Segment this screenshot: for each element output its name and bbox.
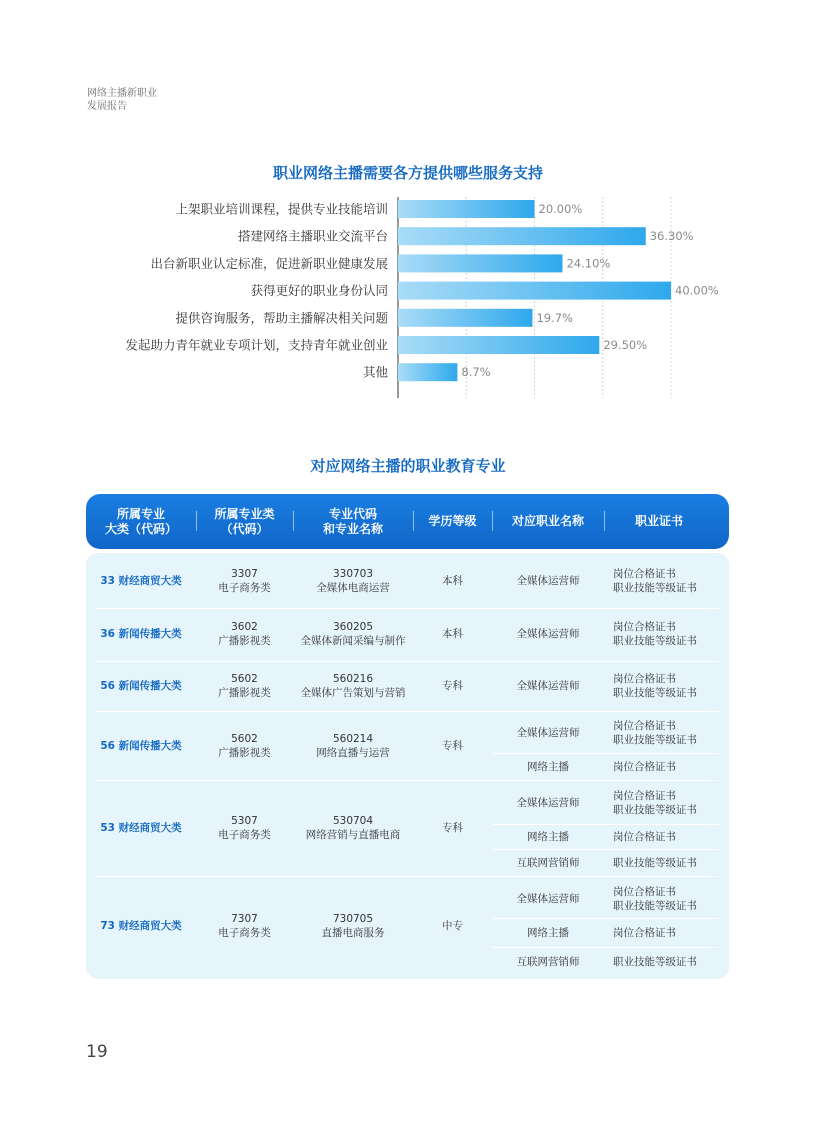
cert-cell: 岗位合格证书 职业技能等级证书	[613, 886, 697, 912]
category-label: 其他	[362, 364, 388, 380]
level-cell: 本科	[442, 628, 463, 640]
bar	[398, 254, 562, 272]
table-header	[86, 494, 729, 549]
header-level: 学历等级	[428, 514, 477, 528]
job-cell: 网络主播	[527, 831, 569, 843]
bar	[398, 363, 457, 381]
cert-cell: 岗位合格证书 职业技能等级证书	[613, 621, 697, 647]
bar	[398, 282, 671, 300]
job-cell: 网络主播	[527, 761, 569, 773]
cert-cell: 职业技能等级证书	[613, 856, 697, 869]
job-cell: 全媒体运营师	[516, 893, 580, 905]
page-number: 19	[86, 1042, 108, 1062]
class-cell: 5602 广播影视类	[218, 673, 271, 699]
cert-cell: 岗位合格证书 职业技能等级证书	[613, 790, 697, 816]
cert-cell: 岗位合格证书	[613, 761, 676, 773]
level-cell: 专科	[442, 740, 463, 752]
category-label: 上架职业培训课程，提供专业技能培训	[175, 201, 388, 217]
table-body	[86, 553, 729, 979]
major-cell: 330703 全媒体电商运营	[316, 568, 390, 594]
level-cell: 专科	[442, 822, 463, 834]
class-cell: 7307 电子商务类	[218, 913, 271, 939]
category-cell: 73 财经商贸大类	[100, 920, 182, 932]
class-cell: 5602 广播影视类	[218, 733, 271, 759]
value-label: 36.30%	[649, 229, 694, 244]
job-cell: 全媒体运营师	[516, 628, 580, 640]
cert-cell: 岗位合格证书 职业技能等级证书	[613, 568, 697, 594]
table-title: 对应网络主播的职业教育专业	[310, 457, 506, 475]
job-cell: 全媒体运营师	[516, 727, 580, 739]
header-job: 对应职业名称	[511, 514, 584, 528]
value-label: 29.50%	[603, 338, 648, 352]
header-cert: 职业证书	[634, 514, 683, 528]
bar	[398, 309, 532, 327]
major-cell: 360205 全媒体新闻采编与制作	[300, 621, 406, 647]
major-cell: 530704 网络营销与直播电商	[305, 815, 401, 841]
major-cell: 560214 网络直播与运营	[316, 733, 390, 759]
job-cell: 互联网营销师	[516, 956, 580, 968]
job-cell: 全媒体运营师	[516, 575, 580, 587]
job-cell: 互联网营销师	[516, 856, 580, 869]
level-cell: 专科	[442, 680, 463, 692]
category-cell: 36 新闻传播大类	[100, 628, 182, 640]
level-cell: 本科	[442, 575, 463, 587]
level-cell: 中专	[442, 920, 463, 932]
category-label: 提供咨询服务，帮助主播解决相关问题	[175, 310, 388, 326]
category-label: 搭建网络主播职业交流平台	[237, 228, 388, 244]
cert-cell: 岗位合格证书 职业技能等级证书	[613, 720, 697, 746]
major-cell: 730705 直播电商服务	[321, 913, 385, 939]
job-cell: 网络主播	[527, 927, 569, 939]
header-title-line1: 网络主播新职业	[87, 88, 157, 99]
cert-cell: 岗位合格证书 职业技能等级证书	[613, 673, 697, 699]
bar-chart	[0, 0, 816, 420]
category-cell: 53 财经商贸大类	[100, 822, 182, 834]
value-label: 8.7%	[461, 365, 491, 380]
header-category: 所属专业 大类（代码）	[104, 506, 177, 536]
category-cell: 56 新闻传播大类	[100, 680, 182, 692]
cert-cell: 岗位合格证书	[613, 927, 676, 939]
class-cell: 3602 广播影视类	[218, 621, 271, 647]
header-title-line2: 发展报告	[87, 101, 127, 112]
major-cell: 560216 全媒体广告策划与营销	[300, 673, 406, 699]
bar	[398, 227, 646, 245]
cert-cell: 岗位合格证书	[613, 831, 676, 843]
value-label: 24.10%	[566, 256, 611, 271]
value-label: 20.00%	[538, 202, 583, 216]
bar	[398, 336, 599, 354]
bar	[398, 200, 535, 218]
cert-cell: 职业技能等级证书	[613, 956, 697, 968]
class-cell: 5307 电子商务类	[218, 815, 271, 841]
value-label: 40.00%	[675, 283, 719, 298]
category-cell: 56 新闻传播大类	[100, 740, 182, 752]
job-cell: 全媒体运营师	[516, 680, 580, 692]
job-cell: 全媒体运营师	[516, 797, 580, 809]
category-label: 出台新职业认定标准，促进新职业健康发展	[150, 255, 388, 271]
category-cell: 33 财经商贸大类	[100, 575, 182, 587]
chart-title: 职业网络主播需要各方提供哪些服务支持	[272, 164, 543, 182]
header-major: 专业代码 和专业名称	[322, 506, 383, 536]
category-label: 发起助力青年就业专项计划，支持青年就业创业	[125, 337, 388, 353]
class-cell: 3307 电子商务类	[218, 568, 271, 594]
category-label: 获得更好的职业身份认同	[250, 283, 388, 299]
header-class: 所属专业类 （代码）	[214, 506, 275, 536]
value-label: 19.7%	[536, 310, 573, 325]
